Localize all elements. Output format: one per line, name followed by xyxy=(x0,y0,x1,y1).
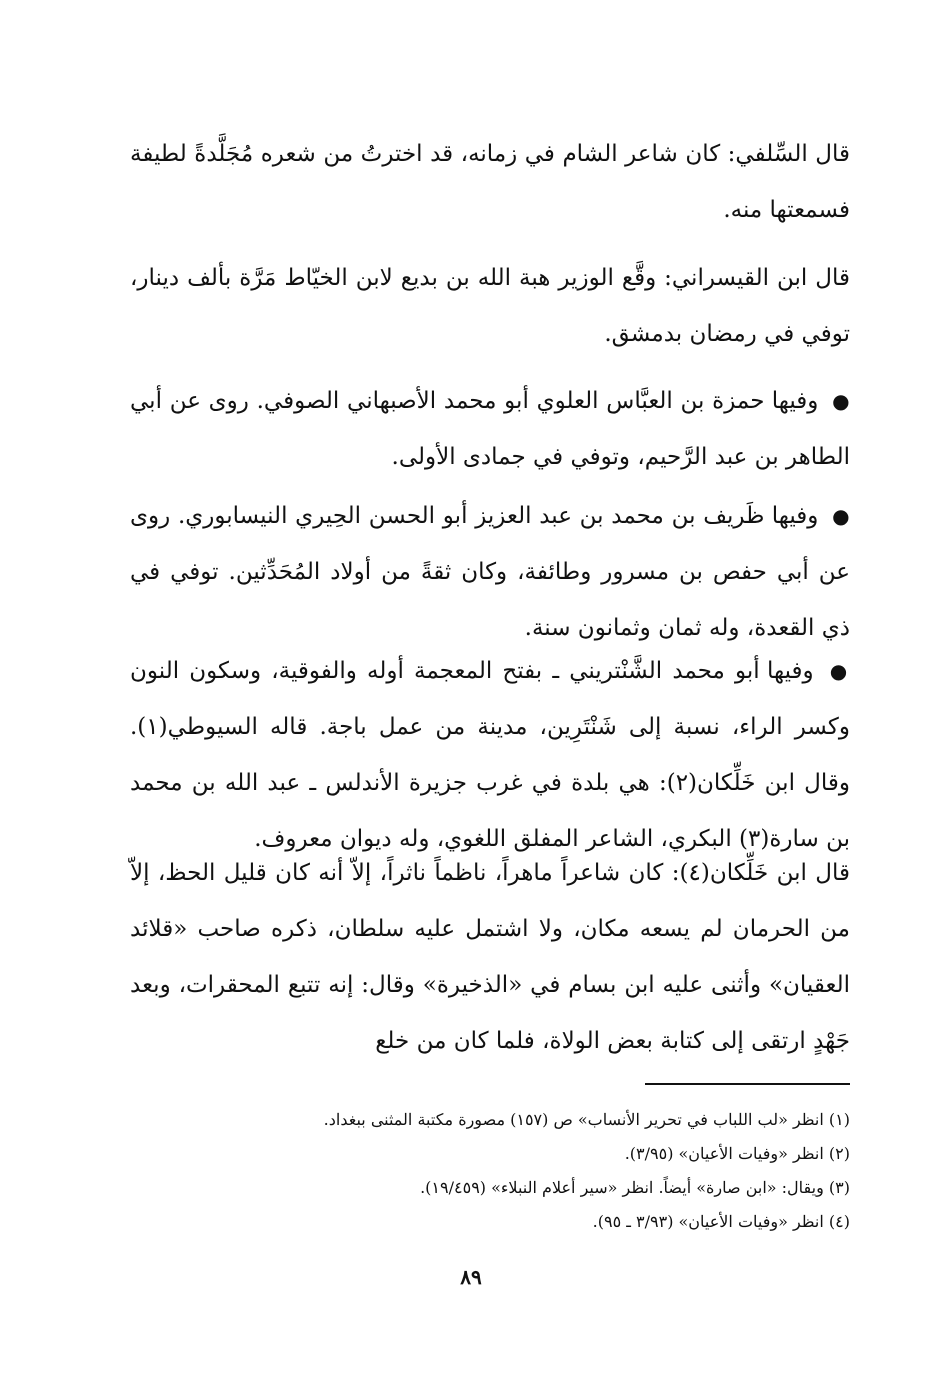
paragraph-text: وفيها ظَريف بن محمد بن عبد العزيز أبو الحسن الحِيري النيسابوري. روى عن أبي حفص بن مسرور وطائفة، وكان ثقةً من أولاد المُحَدِّثين. توفي في ذي القعدة، وله ثمان وثمانون سنة. xyxy=(130,503,850,641)
paragraph-zarif xyxy=(130,488,850,656)
paragraph-khallikan xyxy=(130,845,850,1069)
paragraph-text: قال ابن القيسراني: وقَّع الوزير هبة الله بن بديع لابن الخيّاط مَرَّة بألف دينار، توفي في رمضان بدمشق. xyxy=(130,265,850,347)
paragraph-text: وفيها أبو محمد الشَّنْتريني ـ بفتح المعجمة أوله والفوقية، وسكون النون وكسر الراء، نسبة إلى شَنْتَرِين، مدينة من عمل باجة. قاله السيوطي(١). وقال ابن خَلِّكان(٢): هي بلدة في غرب جزيرة الأندلس ـ عبد الله بن محمد بن سارة(٣) البكري، الشاعر المفلق اللغوي، وله ديوان معروف. xyxy=(130,658,850,852)
footnote-item: (١) انظر «لب اللباب في تحرير الأنساب» ص (١٥٧) مصورة مكتبة المثنى ببغداد. xyxy=(323,1110,850,1129)
footnote-divider xyxy=(645,1083,850,1085)
bullet-icon: ● xyxy=(829,659,850,683)
paragraph-text: وفيها حمزة بن العبَّاس العلوي أبو محمد الأصبهاني الصوفي. روى عن أبي الطاهر بن عبد الرَّحيم، وتوفي في جمادى الأولى. xyxy=(130,388,850,470)
footnote-item: (٢) انظر «وفيات الأعيان» (٣/٩٥). xyxy=(624,1144,850,1163)
footnote-item: (٤) انظر «وفيات الأعيان» (٣/٩٣ ـ ٩٥). xyxy=(592,1212,850,1231)
page-number: ٨٩ xyxy=(460,1265,482,1289)
paragraph-silafi xyxy=(130,126,850,238)
footnote-item: (٣) ويقال: «ابن صارة» أيضاً. انظر «سير أعلام النبلاء» (١٩/٤٥٩). xyxy=(420,1178,850,1197)
paragraph-text: قال ابن خَلِّكان(٤): كان شاعراً ماهراً، ناظماً ناثراً، إلاّ أنه كان قليل الحظ، إلاّ من الحرمان لم يسعه مكان، ولا اشتمل عليه سلطان، ذكره صاحب «قلائد العقيان» وأثنى عليه ابن بسام في «الذخيرة» وقال: إنه تتبع المحقرات، وبعد جَهْدٍ ارتقى إلى كتابة بعض الولاة، فلما كان من خلع xyxy=(130,860,851,1054)
paragraph-qaysarani xyxy=(130,250,850,362)
paragraph-hamza xyxy=(130,373,850,485)
bullet-icon: ● xyxy=(832,504,850,528)
paragraph-text: قال السِّلفي: كان شاعر الشام في زمانه، قد اخترتُ من شعره مُجَلَّدةً لطيفة فسمعتها منه. xyxy=(130,141,850,223)
footnotes-list xyxy=(130,1103,850,1239)
paragraph-shantarini xyxy=(130,643,850,867)
bullet-icon: ● xyxy=(832,389,851,413)
